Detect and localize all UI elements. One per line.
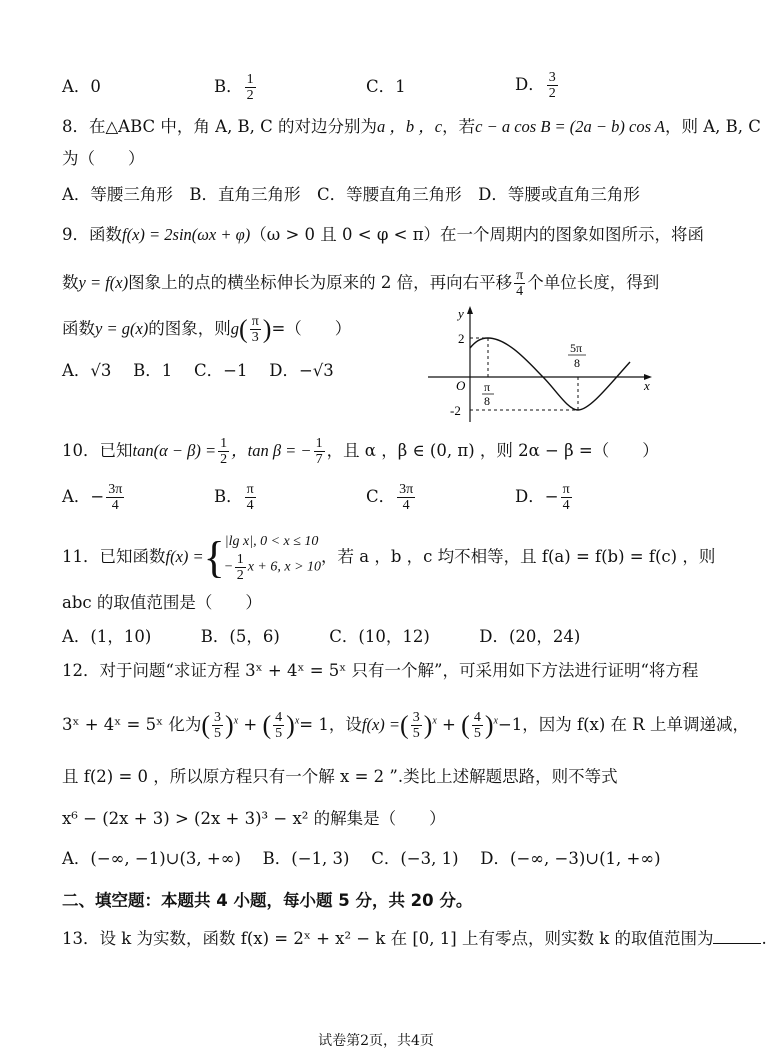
q13-stem: [62, 928, 767, 950]
x-label: x: [644, 378, 650, 393]
q11-stem: [62, 532, 715, 583]
q10-oa-num: 3π: [108, 482, 123, 497]
q8-stem-line2: 为（ ）: [62, 149, 145, 168]
q12-l2-mid: = 1，设: [299, 715, 362, 734]
q12-exp2: x: [294, 715, 300, 727]
q8-equation: c − a cos B = (2a − b) cos A: [475, 117, 665, 136]
q12-l2-end: −1，因为 f(x) 在 R 上单调递减，: [497, 715, 749, 734]
q12-p2l: (: [262, 710, 272, 740]
q10-oc-lead: C．: [366, 487, 396, 506]
q11-case2-sign: −: [224, 559, 233, 575]
q11-lead: 11．已知函数: [62, 547, 166, 566]
q10-tan-diff: tan(α − β) =: [132, 441, 217, 460]
q12-exp4: x: [493, 715, 498, 727]
q7-option-b-letter: B．: [214, 77, 243, 96]
q8-stem-text: 8．在△ABC 中，角 A, B, C 的对边分别为: [62, 117, 378, 136]
page-footer: 试卷第2页，共4页: [318, 1033, 434, 1049]
q10-stem: [62, 436, 659, 467]
q9-l2-func: y = f(x): [78, 273, 129, 292]
q12-d5a: 5: [214, 726, 222, 741]
q12-n3: 3: [214, 710, 222, 725]
q12-exp3: x: [432, 715, 437, 727]
q11-condition: ，若 a ，b ，c 均不相等，且 f(a) = f(b) = f(c) ，则: [321, 547, 716, 566]
q8-stem-ruo: ，若: [442, 117, 476, 136]
q7-d-den: 2: [548, 86, 556, 101]
q8-options: A．等腰三角形 B．直角三角形 C．等腰直角三角形 D．等腰或直角三角形: [62, 185, 640, 204]
q11-case2: [225, 552, 321, 583]
q9-l2-lead: 数: [62, 273, 79, 292]
q10-option-b: [214, 482, 258, 513]
y-tick-neg2: -2: [450, 403, 461, 418]
q12-d5b: 5: [275, 726, 283, 741]
q9-l2-end: 个单位长度，得到: [527, 273, 660, 292]
q12-frac-35: [212, 710, 223, 741]
q11-brace: {: [203, 532, 225, 582]
q9-l3-lead: 函数: [62, 319, 95, 338]
q12-n4: 4: [275, 710, 283, 725]
q7-option-d-letter: D．: [515, 75, 545, 94]
q7-option-d-fraction: [547, 70, 558, 101]
q10-ob-frac: [245, 482, 256, 513]
q10-frac2: [314, 436, 325, 467]
q12-n3b: 3: [412, 710, 420, 725]
q10-rest: ，且 α ，β ∈ (0, π) ，则 2α − β =（ ）: [326, 441, 659, 460]
q12-d5c: 5: [412, 726, 420, 741]
x-tick-pi8-num: π: [484, 380, 491, 394]
q10-od-num: π: [562, 482, 570, 497]
q9-stem-line1: [62, 224, 704, 246]
q12-l2-lead: 3ˣ + 4ˣ = 5ˣ 化为: [62, 715, 202, 734]
q11-case2-expr: x + 6, x > 10: [247, 559, 322, 575]
q9-shift-den: 4: [516, 284, 524, 299]
q13-end: .: [761, 929, 767, 948]
q9-l3-mid: 的图象，则: [148, 319, 231, 338]
q8-stem-line1: [62, 116, 761, 138]
q10-d1: 2: [220, 452, 228, 467]
q11-case2-frac: [235, 552, 246, 583]
q9-l3-func: y = g(x): [95, 319, 149, 338]
q12-p4r: ): [484, 710, 494, 740]
q12-stem-line4: x⁶ − (2x + 3) > (2x + 3)³ − x² 的解集是（ ）: [62, 809, 446, 828]
q11-options: A．(1，10) B．(5，6) C．(10，12) D．(20，24): [62, 627, 581, 646]
q13-answer-blank: [713, 929, 761, 944]
q10-oa-lead: A．−: [62, 487, 105, 506]
q7-option-b: [214, 72, 258, 103]
q12-stem-line1: 12．对于问题“求证方程 3ˣ + 4ˣ = 5ˣ 只有一个解”，可采用如下方法进行证明“将方程: [62, 661, 699, 680]
q8-stem-ask: ，则 A, B, C: [664, 117, 761, 136]
q12-frac-35b: [411, 710, 422, 741]
q11-case2-num: 1: [236, 552, 244, 567]
q9-l1-rest: （ω > 0 且 0 < φ < π）在一个周期内的图象如图所示，将函: [250, 225, 705, 244]
q9-paren-left: (: [239, 314, 248, 344]
q11-piecewise: [225, 532, 321, 583]
q9-l1-lead: 9．函数: [62, 225, 122, 244]
y-tick-2: 2: [458, 331, 465, 346]
q12-p3r: ): [423, 710, 433, 740]
q12-p2r: ): [286, 710, 295, 740]
q11-fx: f(x) =: [165, 547, 204, 566]
q12-p3l: (: [400, 710, 409, 740]
q7-option-a: A．0: [62, 77, 101, 96]
q12-stem-line2: 3ˣ + 4ˣ = 5ˣ 化为( $\frac{3}{5}$ )$^x$ + ( $\frac{4}{5}$ )$^x$= 1，设f(x) =( $\frac{3}{5}$ )$^x$ + ( $\frac{4}{5}$ )$^x$−1，因为 f(x) 在 R 上单调递减，: [62, 710, 749, 741]
q10-n2: 1: [315, 436, 323, 451]
q7-d-num: 3: [548, 70, 556, 85]
q10-d2: 7: [315, 452, 323, 467]
q9-function: f(x) = 2sin(ωx + φ): [122, 225, 251, 244]
q12-d5d: 5: [473, 726, 481, 741]
y-label: y: [458, 306, 464, 321]
q12-exp1: x: [233, 715, 239, 727]
q12-p1l: (: [201, 710, 211, 740]
q9-sine-graph: [420, 304, 660, 424]
q11-case1: |lg x|, 0 < x ≤ 10: [224, 534, 319, 549]
q12-options: A．(−∞, −1)∪(3, +∞) B．(−1, 3) C．(−3, 1) D．(−∞, −3)∪(1, +∞): [62, 849, 661, 868]
origin-label: O: [456, 378, 466, 393]
q12-frac-45b: [472, 710, 483, 741]
x-tick-5pi8-num: 5π: [570, 341, 583, 355]
q7-b-num: 1: [246, 72, 254, 87]
q11-case2-den: 2: [236, 568, 244, 583]
q12-p1r: ): [225, 710, 234, 740]
x-tick-pi8-den: 8: [484, 394, 490, 408]
q8-vars: a ，b ，c: [377, 117, 443, 136]
q9-stem-line2: [62, 268, 659, 299]
q10-od-den: 4: [562, 498, 570, 513]
q12-stem-line3: 且 f(2) = 0 ，所以原方程只有一个解 x = 2 ”.类比上述解题思路，则不等式: [62, 767, 618, 786]
q10-od-frac: [561, 482, 572, 513]
q10-ob-num: π: [246, 482, 254, 497]
q7-b-den: 2: [246, 88, 254, 103]
q9-arg-num: π: [251, 314, 259, 329]
q9-arg-den: 3: [251, 330, 259, 345]
q10-option-c: [366, 482, 417, 513]
q10-oa-den: 4: [111, 498, 119, 513]
q10-option-a: [62, 482, 126, 513]
q10-option-d: [515, 482, 574, 513]
q9-options: A．√3 B．1 C．−1 D．−√3: [62, 361, 334, 380]
q10-oc-den: 4: [402, 498, 410, 513]
q9-l3-end: =（ ）: [271, 319, 352, 338]
q11-stem-line2: abc 的取值范围是（ ）: [62, 593, 262, 612]
y-axis-arrow: [467, 306, 473, 314]
q10-oa-frac: [106, 482, 124, 513]
q9-l2-mid: 图象上的点的横坐标伸长为原来的 2 倍，再向右平移: [128, 273, 513, 292]
q10-frac1: [218, 436, 229, 467]
q10-n1: 1: [220, 436, 228, 451]
q7-option-c: C．1: [366, 77, 406, 96]
q9-paren-right: ): [262, 314, 272, 344]
q10-oc-num: 3π: [399, 482, 414, 497]
q12-n4b: 4: [473, 710, 481, 725]
q10-oc-frac: [397, 482, 415, 513]
section-heading-fill-in: 二、填空题：本题共 4 小题，每小题 5 分，共 20 分。: [62, 891, 473, 910]
q10-lead: 10．已知: [62, 441, 133, 460]
q9-shift-fraction: [514, 268, 525, 299]
q10-tan-beta: ，tan β = −: [231, 441, 312, 460]
q7-option-b-fraction: [245, 72, 256, 103]
q9-shift-num: π: [516, 268, 524, 283]
q9-l3-g: g: [230, 319, 240, 338]
q10-ob-den: 4: [246, 498, 254, 513]
q12-frac-45: [273, 710, 284, 741]
q13-text: 13．设 k 为实数，函数 f(x) = 2ˣ + x² − k 在 [0, 1] 上有零点，则实数 k 的取值范围为: [62, 929, 714, 948]
q12-fx: f(x) =: [361, 715, 401, 734]
x-tick-5pi8-den: 8: [574, 356, 580, 370]
q9-stem-line3: [62, 314, 351, 345]
sine-curve: [470, 338, 630, 410]
q10-od-lead: D．−: [515, 487, 559, 506]
q9-arg-fraction: [250, 314, 261, 345]
q10-ob-lead: B．: [214, 487, 243, 506]
q7-option-d: [515, 70, 560, 101]
q12-p4l: (: [461, 710, 470, 740]
